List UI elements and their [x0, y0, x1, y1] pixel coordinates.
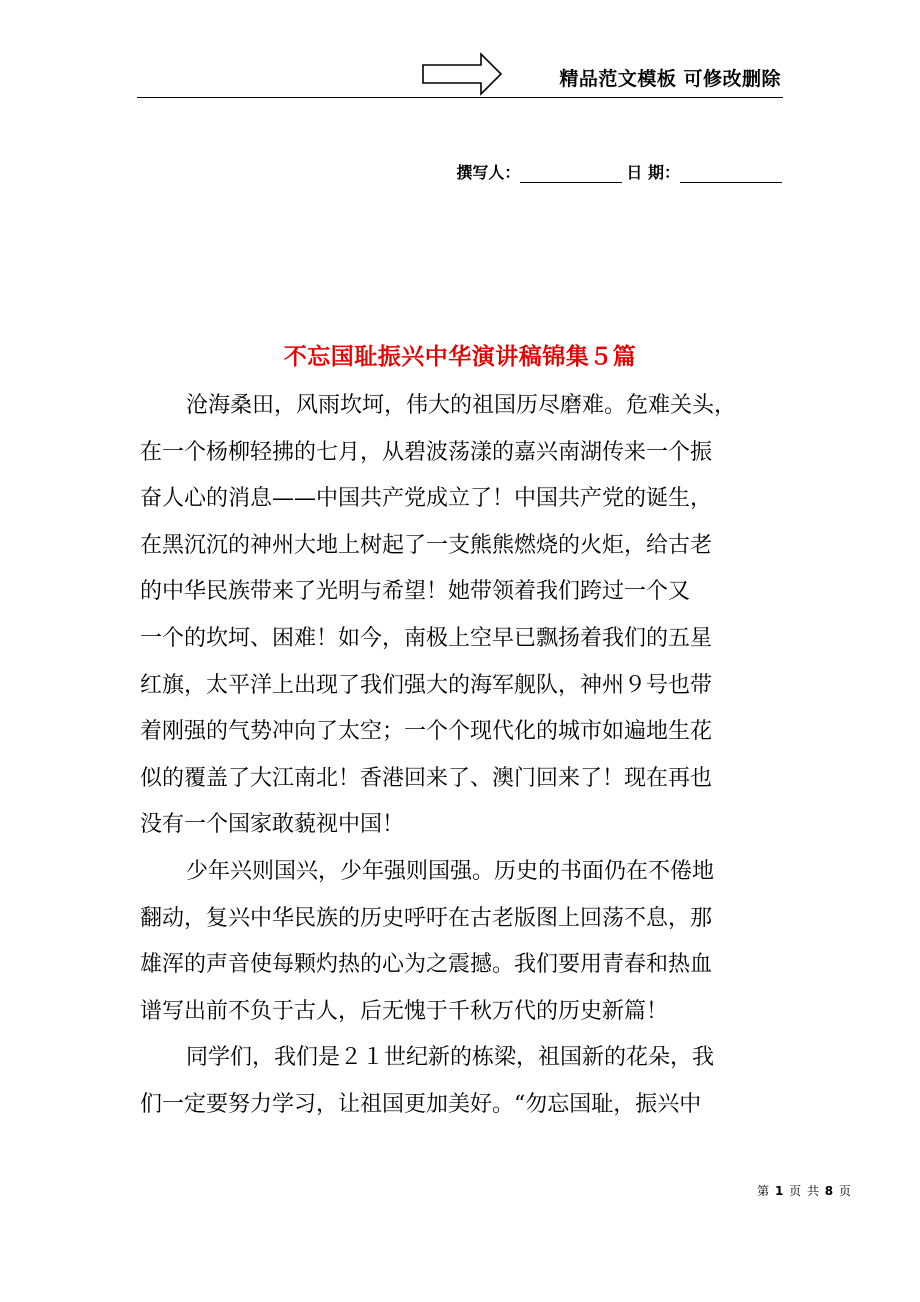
author-date-line: [456, 160, 782, 183]
text-line: 奋人心的消息——中国共产党成立了！中国共产党的诞生，: [140, 486, 713, 512]
footer-prefix: 第: [757, 1184, 771, 1198]
current-page-number: 1: [774, 1184, 785, 1198]
text-line: 没有一个国家敢藐视中国！: [140, 812, 405, 838]
author-blank: [520, 164, 622, 183]
page-header: [137, 50, 783, 98]
total-pages-number: 8: [824, 1184, 835, 1198]
text-line: 红旗，太平洋上出现了我们强大的海军舰队，神州９号也带: [140, 672, 713, 698]
text-line: 似的覆盖了大江南北！香港回来了、澳门回来了！现在再也: [140, 765, 713, 791]
text-line: 雄浑的声音使每颗灼热的心为之震撼。我们要用青春和热血: [140, 952, 713, 978]
date-label: 日 期：: [626, 163, 680, 182]
paragraph-3: [140, 1035, 782, 1128]
text-line: 着刚强的气势冲向了太空；一个个现代化的城市如遍地生花: [140, 719, 713, 745]
text-line: 在一个杨柳轻拂的七月，从碧波荡漾的嘉兴南湖传来一个振: [140, 439, 713, 465]
text-line: 翻动，复兴中华民族的历史呼吁在古老版图上回荡不息，那: [140, 905, 713, 931]
text-line: 们一定要努力学习，让祖国更加美好。“勿忘国耻，振兴中: [140, 1091, 702, 1117]
paragraph-1: [140, 383, 782, 849]
date-blank: [680, 164, 782, 183]
footer-middle: 页 共: [789, 1184, 820, 1198]
text-line: 少年兴则国兴，少年强则国强。历史的书面仍在不倦地: [186, 858, 715, 884]
document-title: 不忘国耻振兴中华演讲稿锦集５篇: [283, 343, 637, 370]
text-line: 谱写出前不负于古人，后无愧于千秋万代的历史新篇！: [140, 998, 669, 1024]
text-line: 的中华民族带来了光明与希望！她带领着我们跨过一个又: [140, 579, 691, 605]
document-body: [140, 383, 782, 1129]
arrow-right-icon: [421, 52, 503, 96]
header-divider: [137, 97, 783, 98]
header-label: 精品范文模板 可修改删除: [559, 68, 781, 90]
footer-suffix: 页: [838, 1184, 852, 1198]
text-line: 沧海桑田，风雨坎坷，伟大的祖国历尽磨难。危难关头，: [186, 393, 737, 418]
text-line: 一个的坎坷、困难！如今，南极上空早已飘扬着我们的五星: [140, 625, 713, 651]
page-number-footer: [757, 1182, 852, 1199]
text-line: 在黑沉沉的神州大地上树起了一支熊熊燃烧的火炬，给古老: [140, 532, 713, 558]
text-line: 同学们，我们是２１世纪新的栋梁，祖国新的花朵，我: [186, 1045, 715, 1071]
author-label: 撰写人：: [456, 163, 521, 182]
paragraph-2: [140, 849, 782, 1035]
